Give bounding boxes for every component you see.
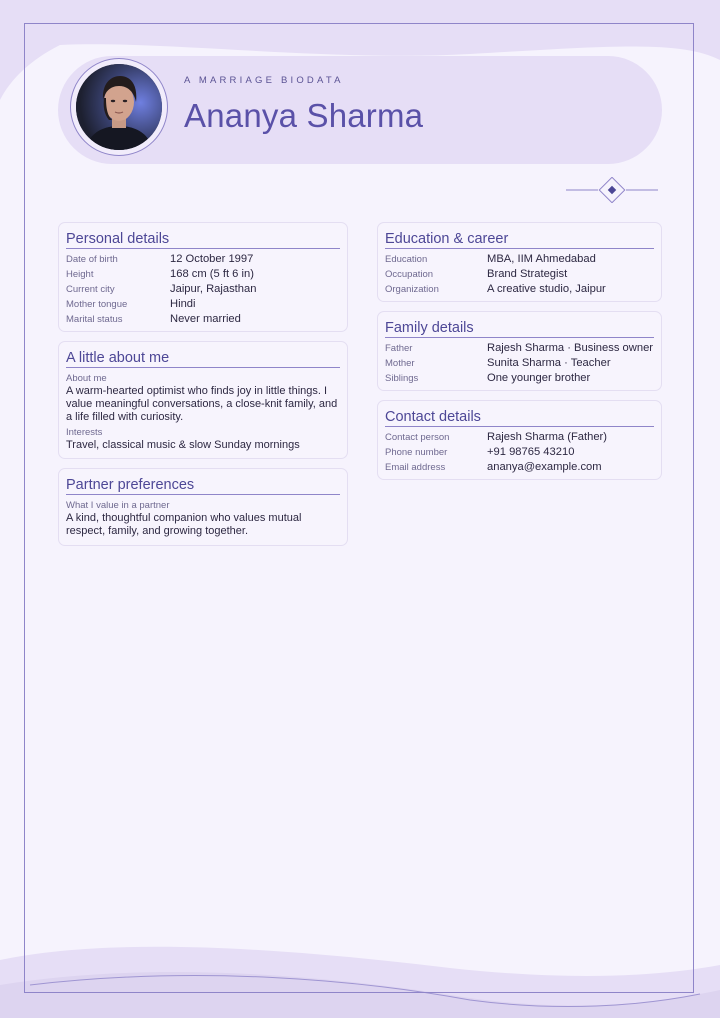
row-label: Date of birth (66, 254, 118, 265)
contact-row (385, 461, 654, 474)
row-label: Marital status (66, 314, 123, 325)
row-label: Mother tongue (66, 299, 128, 310)
row-value: Jaipur, Rajasthan (170, 283, 257, 295)
personal-details-title: Personal details (66, 231, 340, 249)
personal-row (66, 313, 340, 326)
row-value: Rajesh Sharma (Father) (487, 431, 607, 443)
row-label: Father (385, 343, 413, 354)
row-label: Organization (385, 284, 439, 295)
row-label: Education (385, 254, 428, 265)
partner-preferences-card (58, 468, 348, 546)
row-value: Never married (170, 313, 241, 325)
row-label: Height (66, 269, 94, 280)
profile-photo (76, 64, 162, 150)
interests-label: Interests (66, 426, 103, 438)
partner-title: Partner preferences (66, 477, 340, 495)
family-details-card (377, 311, 662, 391)
personal-row (66, 253, 340, 266)
family-row (385, 372, 654, 385)
row-value: Brand Strategist (487, 268, 568, 280)
personal-details-card (58, 222, 348, 332)
document-eyebrow: A MARRIAGE BIODATA (184, 75, 344, 86)
row-label: Contact person (385, 432, 450, 443)
interests-text: Travel, classical music & slow Sunday mornings (66, 438, 300, 451)
row-label: Siblings (385, 373, 419, 384)
personal-row (66, 298, 340, 311)
about-label: About me (66, 373, 107, 384)
row-label: Current city (66, 284, 115, 295)
contact-row (385, 431, 654, 444)
partner-label: What I value in a partner (66, 500, 170, 511)
contact-row (385, 446, 654, 459)
portrait-image (76, 64, 162, 150)
contact-title: Contact details (385, 409, 654, 427)
contact-details-card (377, 400, 662, 480)
row-value: A creative studio, Jaipur (487, 283, 606, 295)
row-value: MBA, IIM Ahmedabad (487, 253, 596, 265)
row-label: Phone number (385, 447, 448, 458)
education-title: Education & career (385, 231, 654, 249)
profile-name: Ananya Sharma (184, 97, 424, 134)
row-value: Hindi (170, 298, 196, 310)
row-value: Rajesh Sharma · Business owner (487, 342, 654, 354)
education-row (385, 268, 654, 281)
divider-ornament-icon (566, 177, 658, 203)
education-career-card (377, 222, 662, 302)
row-value: Sunita Sharma · Teacher (487, 357, 611, 369)
personal-row (66, 268, 340, 281)
about-text: A warm-hearted optimist who finds joy in little things. I value meaningful conversations, a close-knit family, and a life filled with curiosity. (66, 385, 338, 424)
about-card (58, 341, 348, 459)
personal-row (66, 283, 340, 296)
education-row (385, 253, 654, 266)
row-label: Email address (385, 462, 446, 473)
row-label: Occupation (385, 269, 434, 280)
family-row (385, 342, 654, 355)
row-value: One younger brother (487, 372, 591, 384)
education-row (385, 283, 654, 296)
about-title: A little about me (66, 350, 340, 368)
row-value: 168 cm (5 ft 6 in) (170, 268, 254, 280)
partner-text: A kind, thoughtful companion who values mutual respect, family, and growing together. (66, 512, 302, 538)
row-label: Mother (385, 358, 415, 369)
family-title: Family details (385, 320, 654, 338)
email-value[interactable]: ananya@example.com (487, 461, 602, 473)
row-value: +91 98765 43210 (487, 446, 575, 458)
row-value: 12 October 1997 (170, 253, 254, 265)
family-row (385, 357, 654, 370)
